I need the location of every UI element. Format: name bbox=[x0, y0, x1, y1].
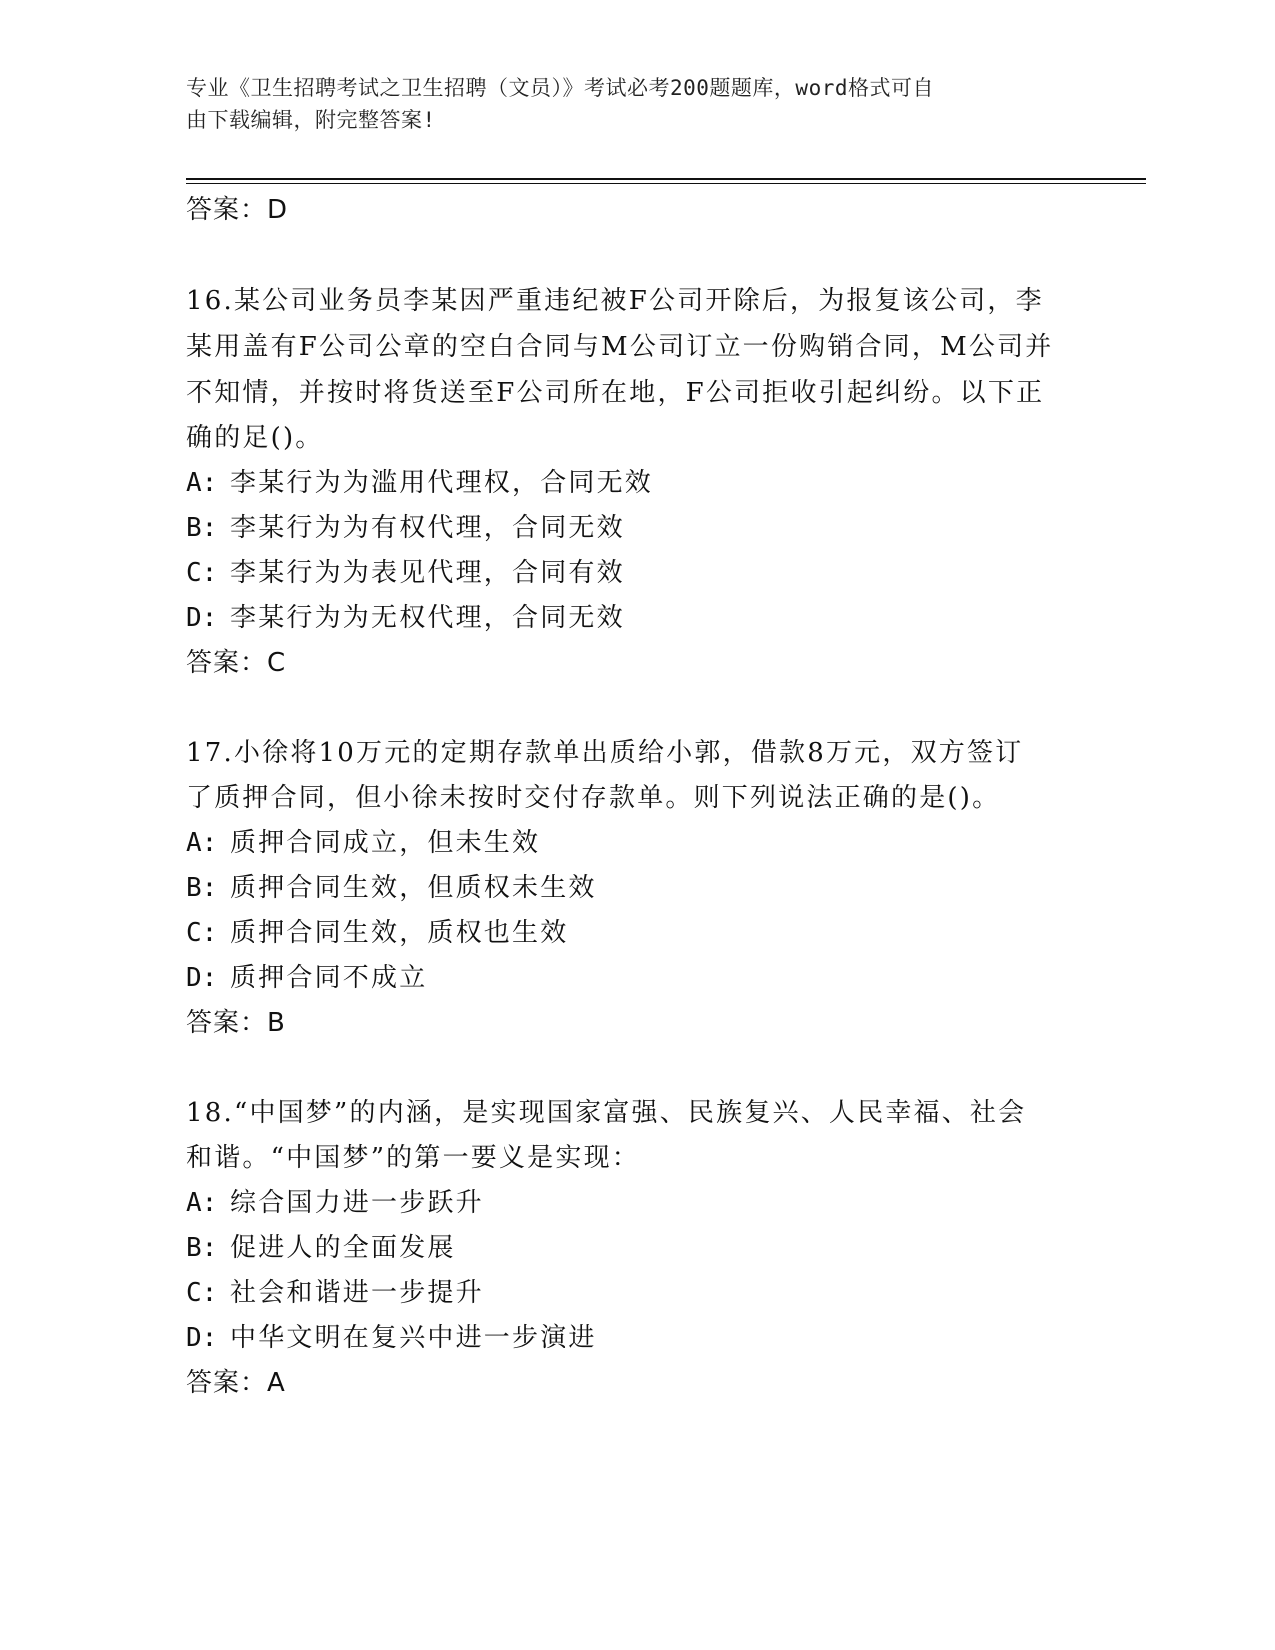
question-16-answer: 答案：C bbox=[186, 648, 287, 678]
question-16-line-4: 确的足()。 bbox=[186, 423, 324, 453]
question-16-option-a bbox=[186, 466, 653, 500]
option-text: 促进人的全面发展 bbox=[230, 1233, 456, 1263]
option-label: B: bbox=[186, 1233, 218, 1263]
option-text: 李某行为为无权代理，合同无效 bbox=[230, 603, 625, 633]
option-label: A: bbox=[186, 468, 218, 498]
question-17-answer: 答案：B bbox=[186, 1008, 286, 1038]
question-17-option-c bbox=[186, 916, 568, 950]
option-text: 李某行为为表见代理，合同有效 bbox=[230, 558, 625, 588]
document-header bbox=[186, 72, 1066, 136]
question-18-option-d bbox=[186, 1321, 597, 1355]
header-line-2: 由下载编辑，附完整答案! bbox=[186, 108, 436, 132]
question-16-line-1: 16.某公司业务员李某因严重违纪被F公司开除后，为报复该公司，李 bbox=[186, 286, 1044, 316]
question-16-option-c bbox=[186, 556, 625, 590]
option-text: 综合国力进一步跃升 bbox=[230, 1188, 484, 1218]
question-17-line-1: 17.小徐将10万元的定期存款单出质给小郭，借款8万元，双方签订 bbox=[186, 738, 1024, 768]
question-17-option-a bbox=[186, 826, 540, 860]
question-18-option-b bbox=[186, 1231, 456, 1265]
question-18-option-a bbox=[186, 1186, 484, 1220]
question-18-line-2: 和谐。“中国梦”的第一要义是实现： bbox=[186, 1143, 640, 1173]
option-label: A: bbox=[186, 828, 218, 858]
option-text: 李某行为为有权代理，合同无效 bbox=[230, 513, 625, 543]
option-text: 质押合同成立，但未生效 bbox=[230, 828, 541, 858]
option-label: A: bbox=[186, 1188, 218, 1218]
question-16-line-3: 不知情，并按时将货送至F公司所在地，F公司拒收引起纠纷。以下正 bbox=[186, 378, 1045, 408]
question-17-line-2: 了质押合同，但小徐未按时交付存款单。则下列说法正确的是()。 bbox=[186, 783, 1001, 813]
question-16-option-b bbox=[186, 511, 625, 545]
option-label: D: bbox=[186, 603, 218, 633]
option-text: 质押合同生效，质权也生效 bbox=[230, 918, 569, 948]
option-label: B: bbox=[186, 873, 218, 903]
question-18-option-c bbox=[186, 1276, 484, 1310]
answer-line: 答案：D bbox=[186, 195, 289, 225]
option-text: 社会和谐进一步提升 bbox=[230, 1278, 484, 1308]
option-text: 质押合同生效，但质权未生效 bbox=[230, 873, 597, 903]
header-line-1: 专业《卫生招聘考试之卫生招聘（文员）》考试必考200题题库，word格式可自 bbox=[186, 76, 934, 100]
question-16-line-2: 某用盖有F公司公章的空白合同与M公司订立一份购销合同，M公司并 bbox=[186, 332, 1054, 362]
option-text: 中华文明在复兴中进一步演进 bbox=[230, 1323, 597, 1353]
question-18-line-1: 18.“中国梦”的内涵，是实现国家富强、民族复兴、人民幸福、社会 bbox=[186, 1098, 1027, 1128]
question-17-option-d bbox=[186, 961, 427, 995]
option-text: 质押合同不成立 bbox=[230, 963, 428, 993]
question-17-option-b bbox=[186, 871, 597, 905]
option-label: C: bbox=[186, 1278, 218, 1308]
option-label: B: bbox=[186, 513, 218, 543]
option-label: C: bbox=[186, 558, 218, 588]
option-label: D: bbox=[186, 963, 218, 993]
header-divider bbox=[186, 178, 1146, 180]
header-divider-thin bbox=[186, 183, 1146, 184]
option-label: D: bbox=[186, 1323, 218, 1353]
question-16-option-d bbox=[186, 601, 625, 635]
option-label: C: bbox=[186, 918, 218, 948]
option-text: 李某行为为滥用代理权，合同无效 bbox=[230, 468, 654, 498]
question-18-answer: 答案：A bbox=[186, 1368, 286, 1398]
